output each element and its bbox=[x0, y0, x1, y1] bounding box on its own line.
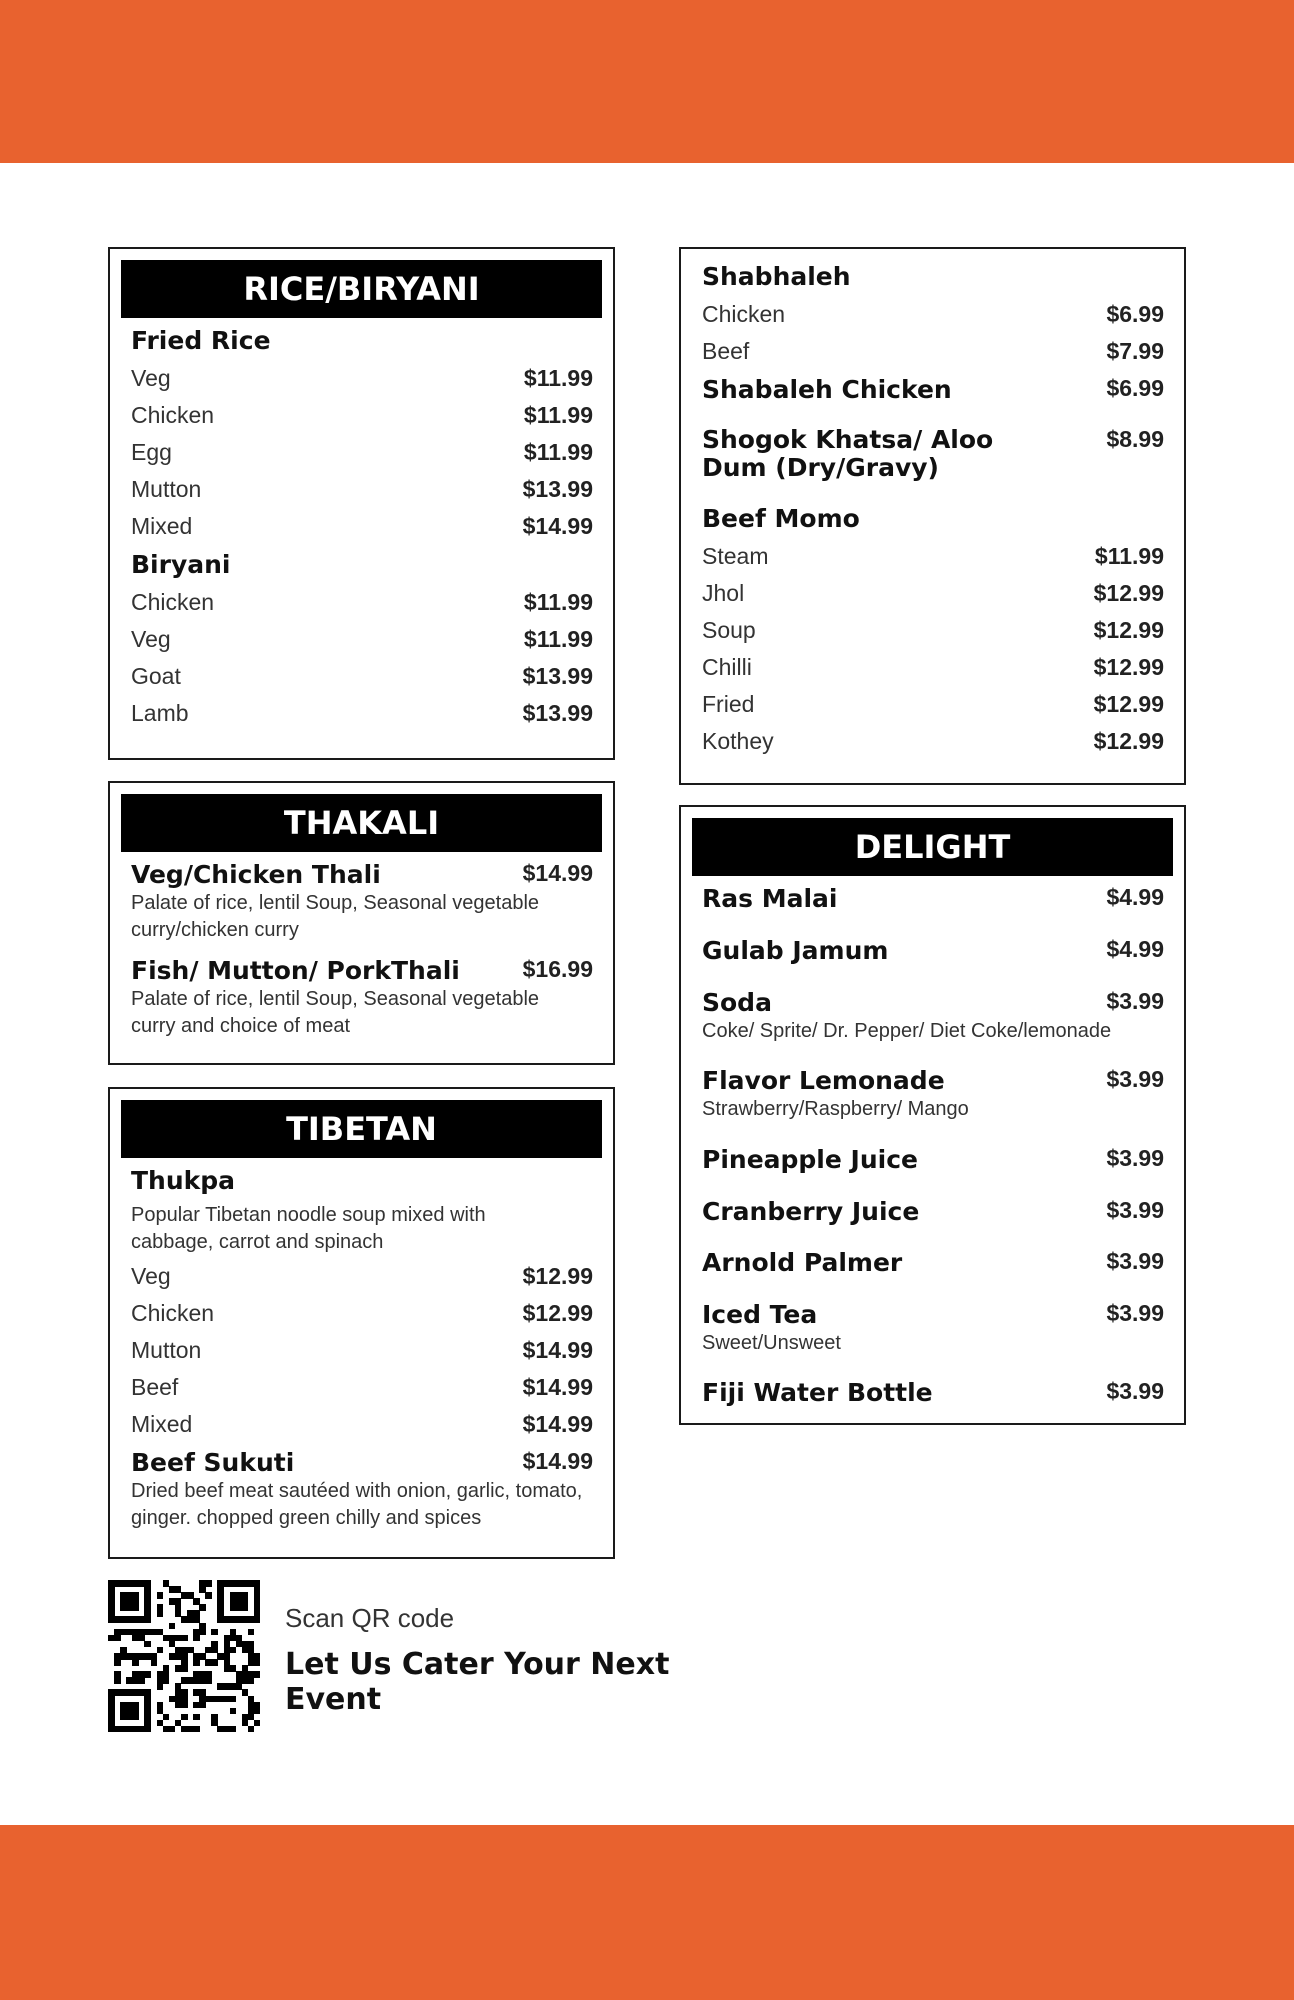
list-item: Veg $11.99 bbox=[131, 365, 593, 391]
qr-module bbox=[254, 1616, 261, 1623]
delight-section bbox=[679, 805, 1186, 1425]
item-description: Coke/ Sprite/ Dr. Pepper/ Diet Coke/lemonade bbox=[702, 1020, 1112, 1042]
qr-module bbox=[157, 1647, 164, 1654]
list-item: Chilli $12.99 bbox=[702, 654, 1164, 680]
list-item: Mixed $14.99 bbox=[131, 1411, 593, 1437]
scan-qr-label: Scan QR code bbox=[285, 1603, 455, 1633]
list-item: Jhol $12.99 bbox=[702, 580, 1164, 606]
list-item: Steam $11.99 bbox=[702, 543, 1164, 569]
menu-item: Flavor Lemonade $3.99 Strawberry/Raspberry/ Mango bbox=[702, 1066, 1164, 1145]
qr-module bbox=[144, 1641, 151, 1648]
qr-module bbox=[151, 1659, 158, 1666]
section-title: TIBETAN bbox=[121, 1100, 602, 1158]
qr-module bbox=[193, 1726, 200, 1733]
bottom-accent-band bbox=[0, 1825, 1294, 2000]
menu-item: Shabaleh Chicken $6.99 bbox=[702, 375, 1164, 404]
qr-module bbox=[199, 1604, 206, 1611]
list-item: Mixed $14.99 bbox=[131, 513, 593, 539]
biryani-list bbox=[131, 584, 593, 732]
list-item: Soup $12.99 bbox=[702, 617, 1164, 643]
qr-module bbox=[181, 1714, 188, 1721]
list-item: Kothey $12.99 bbox=[702, 728, 1164, 754]
qr-module bbox=[205, 1592, 212, 1599]
list-item: Goat $13.99 bbox=[131, 663, 593, 689]
qr-module bbox=[169, 1623, 176, 1630]
qr-module bbox=[163, 1677, 170, 1684]
menu-item: Veg/Chicken Thali $14.99 Palate of rice, lentil Soup, Seasonal vegetable curry/chicken curry bbox=[131, 860, 593, 944]
list-item: Fried $12.99 bbox=[702, 691, 1164, 717]
rice-biryani-section bbox=[108, 247, 615, 760]
qr-module bbox=[138, 1677, 145, 1684]
qr-module bbox=[157, 1683, 164, 1690]
qr-module bbox=[230, 1726, 237, 1733]
qr-module bbox=[144, 1616, 151, 1623]
qr-module bbox=[199, 1702, 206, 1709]
qr-module bbox=[211, 1659, 218, 1666]
menu-item: Pineapple Juice $3.99 bbox=[702, 1145, 1164, 1174]
item-description: Palate of rice, lentil Soup, Seasonal vegetable curry and choice of meat bbox=[131, 988, 540, 1037]
qr-module bbox=[205, 1580, 212, 1587]
thukpa-heading: Thukpa bbox=[131, 1166, 236, 1195]
qr-module bbox=[254, 1708, 261, 1715]
menu-item: Gulab Jamum $4.99 bbox=[702, 936, 1164, 965]
qr-module bbox=[205, 1677, 212, 1684]
list-item: Beef $14.99 bbox=[131, 1374, 593, 1400]
qr-module bbox=[114, 1659, 121, 1666]
qr-module bbox=[211, 1629, 218, 1636]
list-item: Mutton $13.99 bbox=[131, 476, 593, 502]
list-item: Mutton $14.99 bbox=[131, 1337, 593, 1363]
fried-rice-heading: Fried Rice bbox=[131, 326, 271, 355]
list-item: Chicken $11.99 bbox=[131, 589, 593, 615]
thukpa-list bbox=[131, 1258, 593, 1443]
menu-item: Beef Sukuti $14.99 Dried beef meat sautéed with onion, garlic, tomato, ginger. chopped green chilly and spices bbox=[131, 1448, 593, 1532]
menu-item: Shogok Khatsa/ Aloo Dum (Dry/Gravy) $8.99 bbox=[702, 425, 1164, 482]
list-item: Veg $12.99 bbox=[131, 1263, 593, 1289]
list-item: Lamb $13.99 bbox=[131, 700, 593, 726]
top-accent-band bbox=[0, 0, 1294, 163]
qr-module bbox=[193, 1714, 200, 1721]
menu-item: Arnold Palmer $3.99 bbox=[702, 1248, 1164, 1277]
shabhaleh-heading: Shabhaleh bbox=[702, 262, 851, 291]
list-item: Chicken $11.99 bbox=[131, 402, 593, 428]
qr-module bbox=[132, 1714, 139, 1721]
qr-module bbox=[230, 1647, 237, 1654]
qr-module bbox=[169, 1726, 176, 1733]
section-title: RICE/BIRYANI bbox=[121, 260, 602, 318]
section-title: DELIGHT bbox=[692, 818, 1173, 876]
momo-heading: Beef Momo bbox=[702, 504, 860, 533]
list-item: Veg $11.99 bbox=[131, 626, 593, 652]
menu-item: Ras Malai $4.99 bbox=[702, 884, 1164, 913]
qr-module bbox=[181, 1665, 188, 1672]
qr-module bbox=[144, 1671, 151, 1678]
qr-module bbox=[157, 1610, 164, 1617]
qr-module bbox=[132, 1659, 139, 1666]
biryani-heading: Biryani bbox=[131, 550, 231, 579]
menu-item: Fiji Water Bottle $3.99 bbox=[702, 1378, 1164, 1407]
section-title: THAKALI bbox=[121, 794, 602, 852]
qr-module bbox=[163, 1714, 170, 1721]
qr-module bbox=[114, 1677, 121, 1684]
menu-item: Iced Tea $3.99 Sweet/Unsweet bbox=[702, 1300, 1164, 1378]
thukpa-description: Popular Tibetan noodle soup mixed with cabbage, carrot and spinach bbox=[131, 1204, 486, 1253]
qr-module bbox=[114, 1635, 121, 1642]
qr-module bbox=[254, 1671, 261, 1678]
qr-module bbox=[193, 1659, 200, 1666]
list-item: Egg $11.99 bbox=[131, 439, 593, 465]
qr-code[interactable] bbox=[108, 1580, 260, 1732]
qr-module bbox=[248, 1629, 255, 1636]
list-item: Beef $7.99 bbox=[702, 338, 1164, 364]
qr-module bbox=[248, 1677, 255, 1684]
qr-module bbox=[132, 1604, 139, 1611]
list-item: Chicken $6.99 bbox=[702, 301, 1164, 327]
qr-module bbox=[248, 1726, 255, 1733]
thakali-section bbox=[108, 781, 615, 1065]
qr-module bbox=[254, 1659, 261, 1666]
shabhaleh-list bbox=[702, 296, 1164, 370]
qr-module bbox=[181, 1635, 188, 1642]
qr-module bbox=[230, 1696, 237, 1703]
menu-item: Soda $3.99 Coke/ Sprite/ Dr. Pepper/ Diet Coke/lemonade bbox=[702, 988, 1164, 1066]
tibetan-section bbox=[108, 1087, 615, 1559]
fried-rice-list bbox=[131, 360, 593, 545]
item-description: Dried beef meat sautéed with onion, garlic, tomato, ginger. chopped green chilly and spices bbox=[131, 1480, 583, 1529]
cater-tagline: Let Us Cater Your Next Event bbox=[285, 1647, 670, 1717]
qr-module bbox=[199, 1629, 206, 1636]
qr-module bbox=[230, 1708, 237, 1715]
qr-module bbox=[144, 1726, 151, 1733]
qr-module bbox=[254, 1720, 261, 1727]
qr-module bbox=[157, 1592, 164, 1599]
shabhaleh-momo-section bbox=[679, 247, 1186, 785]
qr-module bbox=[181, 1702, 188, 1709]
item-description: Sweet/Unsweet bbox=[702, 1332, 841, 1354]
qr-module bbox=[193, 1635, 200, 1642]
list-item: Chicken $12.99 bbox=[131, 1300, 593, 1326]
item-description: Strawberry/Raspberry/ Mango bbox=[702, 1098, 969, 1120]
menu-item: Cranberry Juice $3.99 bbox=[702, 1197, 1164, 1226]
item-description: Palate of rice, lentil Soup, Seasonal vegetable curry/chicken curry bbox=[131, 892, 540, 941]
menu-item: Fish/ Mutton/ PorkThali $16.99 Palate of rice, lentil Soup, Seasonal vegetable curry and choice of meat bbox=[131, 956, 593, 1040]
qr-module bbox=[242, 1604, 249, 1611]
momo-list bbox=[702, 538, 1164, 760]
